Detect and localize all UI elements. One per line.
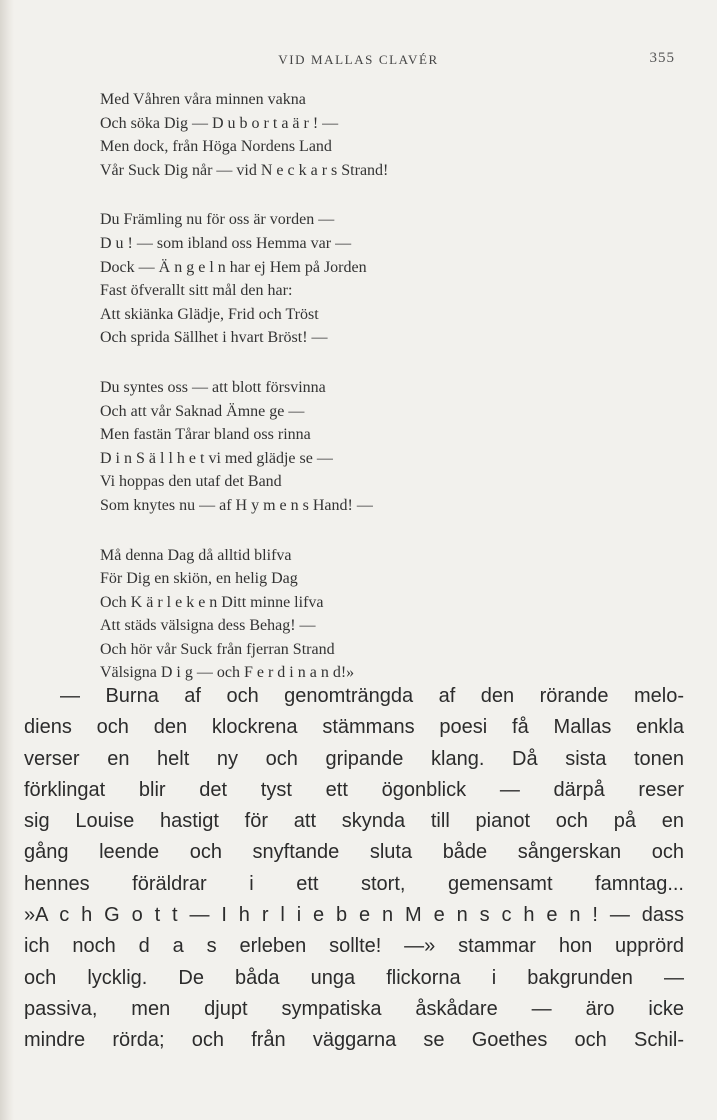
page-number: 355 [649, 50, 675, 66]
verse-line: Att skiänka Glädje, Frid och Tröst [100, 305, 319, 323]
verse-line: Och K ä r l e k e n Ditt minne lifva [100, 593, 324, 611]
verse-line: Och att vår Saknad Ämne ge — [100, 402, 305, 420]
verse-line: Du Främling nu för oss är vorden — [100, 211, 335, 229]
verse-line: Men dock, från Höga Nordens Land [100, 138, 332, 156]
prose-line: sig Louise hastigt för att skynda till pianot och på en [24, 810, 684, 833]
verse-line: Att städs välsigna dess Behag! — [100, 617, 316, 635]
verse-line: Fast öfverallt sitt mål den har: [100, 282, 293, 300]
prose-line: »A c h G o t t — I h r l i e b e n M e n s c h e n ! — dass [24, 904, 684, 927]
verse-line: Och sprida Sällhet i hvart Bröst! — [100, 329, 328, 347]
prose-paragraph [24, 681, 684, 1057]
verse-line: Välsigna D i g — och F e r d i n a n d!» [100, 664, 355, 682]
prose-line: hennes föräldrar i ett stort, gemensamt famntag... [24, 872, 684, 895]
stanza [100, 544, 700, 686]
page-edge-shadow [0, 0, 14, 1120]
stanza [100, 88, 700, 182]
verse-line: Men fastän Tårar bland oss rinna [100, 426, 311, 444]
verse-line: Vi hoppas den utaf det Band [100, 473, 282, 491]
prose-line: mindre rörda; och från väggarna se Goethes och Schil- [24, 1029, 684, 1052]
verse-line: Dock — Ä n g e l n har ej Hem på Jorden [100, 258, 367, 276]
stanza [100, 376, 700, 518]
prose-line: passiva, men djupt sympatiska åskådare — äro icke [24, 997, 684, 1020]
verse-line: Du syntes oss — att blott försvinna [100, 378, 326, 396]
verse-line: Och söka Dig — D u b o r t a ä r ! — [100, 114, 339, 132]
verse-line: D u ! — som ibland oss Hemma var — [100, 234, 352, 252]
verse-line: Med Våhren våra minnen vakna [100, 91, 306, 108]
running-title: VID MALLAS CLAVÉR [278, 52, 439, 67]
prose-line: diens och den klockrena stämmans poesi få Mallas enkla [24, 716, 684, 739]
prose-line: gång leende och snyftande sluta både sångerskan och [24, 841, 684, 864]
verse-line: För Dig en skiön, en helig Dag [100, 570, 298, 588]
prose-line: förklingat blir det tyst ett ögonblick — därpå reser [24, 778, 684, 801]
verse-line: Må denna Dag då alltid blifva [100, 546, 292, 564]
verse-line: Som knytes nu — af H y m e n s Hand! — [100, 496, 373, 514]
verse-line: Och hör vår Suck från fjerran Strand [100, 640, 335, 658]
prose-line: ich noch d a s erleben sollte! —» stammar hon upprörd [24, 935, 684, 958]
prose-line: och lycklig. De båda unga flickorna i bakgrunden — [24, 966, 684, 989]
running-head [0, 52, 717, 74]
verse-line: D i n S ä l l h e t vi med glädje se — [100, 449, 333, 467]
verse-line: Vår Suck Dig når — vid N e c k a r s Strand! [100, 161, 389, 179]
prose-line: verser en helt ny och gripande klang. Då sista tonen [24, 747, 684, 770]
poem [100, 88, 700, 711]
stanza [100, 208, 700, 350]
prose-line: — Burna af och genomträngda af den rörande melo- [60, 685, 684, 707]
